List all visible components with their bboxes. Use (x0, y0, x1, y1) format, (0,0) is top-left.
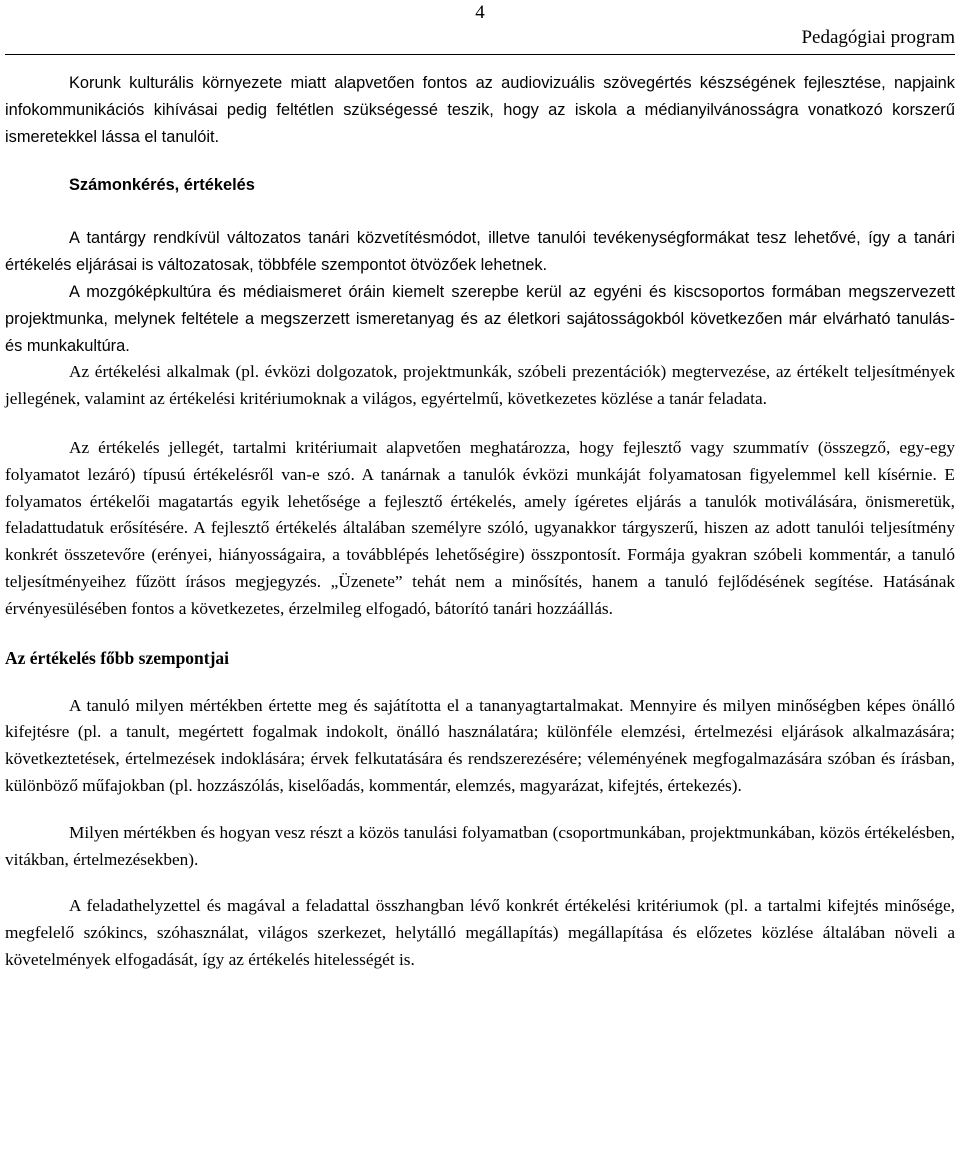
paragraph-criteria: A feladathelyzettel és magával a feladattal összhangban lévő konkrét értékelési kritériumok (pl. a tartalmi kifejtés minősége, megfelelő szókincs, szóhasználat, világos szerkezet, helytálló megállapítás) megállapítása és előzetes közlése általában növeli a követelmények elfogadását, így az értékelés hitelességét is. (5, 896, 955, 969)
section-heading-criteria: Az értékelés főbb szempontjai (5, 647, 230, 668)
paragraph-understanding: A tanuló milyen mértékben értette meg és sajátította el a tananyagtartalmakat. Mennyire és milyen minőségben képes önálló kifejtésre (pl. a tanult, megértett fogalmak indokolt, önálló használatára; különféle elemzési, értelmezési eljárások alkalmazására; következtetések, értelmezések indoklására; érvek felkutatására és rendszerezésére; véleményének megfogalmazására szóban és írásban, különböző műfajokban (pl. hozzászólás, kiselőadás, kommentár, elemzés, magyarázat, kifejtés, értekezés). (5, 695, 955, 795)
header-divider (5, 54, 955, 55)
paragraph-formative: Az értékelés jellegét, tartalmi kritériumait alapvetően meghatározza, hogy fejlesztő vagy szummatív (összegző, egy-egy folyamatot lezáró) típusú értékelésről van-e szó. A tanárnak a tanulók évközi munkáját folyamatosan figyelemmel kell kísérnie. E folyamatos értékelői magatartás egyik lehetősége a fejlesztő értékelés, amely ígéretes eljárás a tanulók motiválására, önismeretük, feladattudatuk erősítésére. A fejlesztő értékelés általában személyre szóló, ugyanakkor tárgyszerű, hiszen az adott tanulói teljesítmény konkrét összetevőre (erényei, hiányosságaira, a továbblépés lehetőségire) összpontosít. Formája gyakran szóbeli kommentár, a tanuló teljesítményeihez fűzött írásos megjegyzés. „Üzenete” tehát nem a minősítés, hanem a tanuló fejlődésének segítése. Hatásának érvényesülésében fontos a következetes, érzelmileg elfogadó, bátorító tanári hozzáállás. (5, 437, 955, 618)
page-body (5, 70, 955, 974)
page-number: 4 (475, 2, 485, 23)
paragraph-participation: Milyen mértékben és hogyan vesz részt a közös tanulási folyamatban (csoportmunkában, projektmunkában, közös értékelésben, vitákban, értelmezésekben). (5, 822, 955, 869)
section-heading-assessment: Számonkérés, értékelés (69, 176, 255, 195)
paragraph-occasions: Az értékelési alkalmak (pl. évközi dolgozatok, projektmunkák, szóbeli prezentációk) megtervezése, az értékelt teljesítmények jellegének, valamint az értékelési kritériumoknak a világos, egyértelmű, következetes közlése a tanár feladata. (5, 362, 955, 409)
paragraph-projects: A mozgóképkultúra és médiaismeret óráin kiemelt szerepbe kerül az egyéni és kiscsoportos formában megszervezett projektmunka, melynek feltétele a megszerzett ismeretanyag és az életkori sajátosságokból következően már elvárható tanulás- és munkakultúra. (5, 282, 955, 355)
paragraph-methods: A tantárgy rendkívül változatos tanári közvetítésmódot, illetve tanulói tevékenységformákat tesz lehetővé, így a tanári értékelés eljárásai is változatosak, többféle szempontot ötvözőek lehetnek. (5, 229, 955, 275)
intro-paragraph: Korunk kulturális környezete miatt alapvetően fontos az audiovizuális szövegértés készségének fejlesztése, napjaink infokommunikációs kihívásai pedig feltétlen szükségessé teszik, hogy az iskola a médianyilvánosságra vonatkozó korszerű ismeretekkel lássa el tanulóit. (5, 74, 955, 146)
running-header: Pedagógiai program (801, 27, 955, 48)
